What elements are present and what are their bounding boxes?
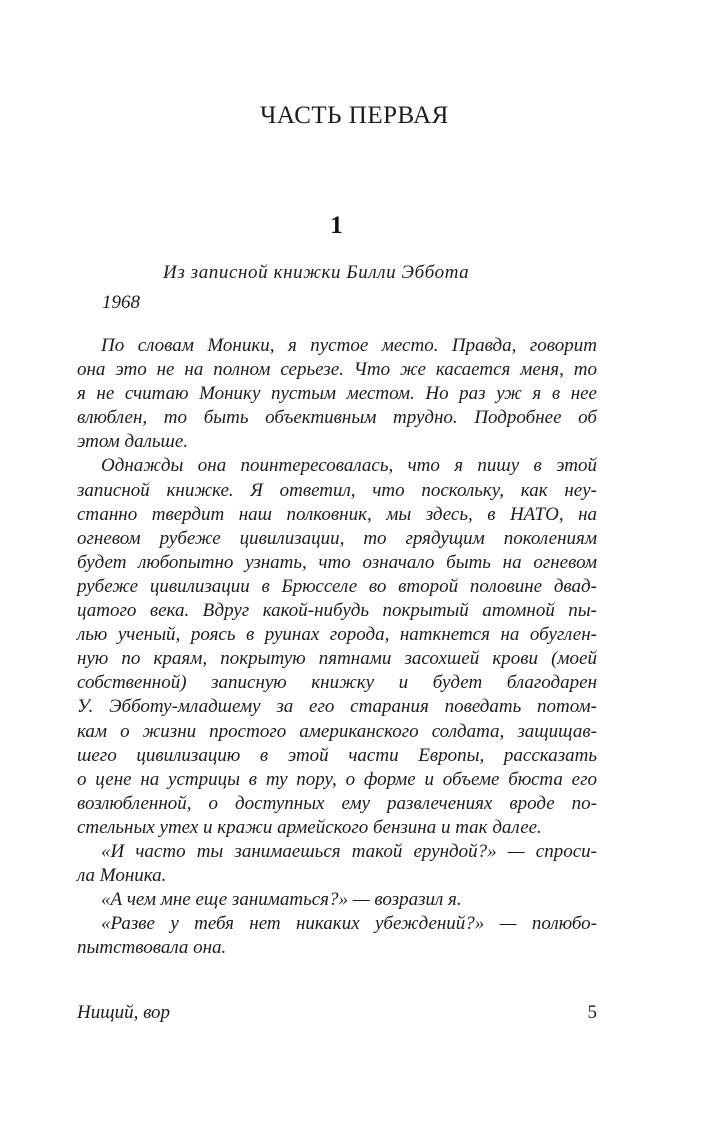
page-number: 5 [587,1002,597,1023]
running-footer-title: Нищий, вор [77,1002,171,1023]
text-line: У. Эбботу-младшему за его старания поведать потом- [77,696,597,718]
text-line: лью ученый, роясь в руинах города, наткнется на обуглен- [77,624,597,646]
text-line: возлюбленной, о доступных ему развлечениях вроде по- [77,792,597,814]
text-line: пытствовала она. [77,937,227,959]
text-line: ную по краям, покрытую пятнами засохшей крови (моей [77,648,597,670]
text-line: собственной) записную книжку и будет благодарен [77,672,597,694]
text-line: цатого века. Вдруг какой-нибудь покрытый атомной пы- [77,600,597,622]
text-line: «И часто ты занимаешься такой ерундой?» — спроси- [101,840,597,862]
text-line: стельных утех и кражи армейского бензина и так далее. [77,816,542,838]
text-line: По словам Моники, я пустое место. Правда, говорит [101,335,597,356]
text-line: «Разве у тебя нет никаких убеждений?» — полюбо- [101,913,597,935]
part-title: ЧАСТЬ ПЕРВАЯ [260,102,449,129]
text-line: записной книжке. Я ответил, что поскольку, как неу- [77,479,597,501]
text-line: Однажды она поинтересовалась, что я пишу в этой [101,455,597,477]
chapter-number: 1 [330,212,343,239]
text-line: этом дальше. [77,431,189,453]
text-line: она это не на полном серьезе. Что же касается меня, то [77,359,597,381]
text-line: «А чем мне еще заниматься?» — возразил я. [101,889,462,911]
text-line: я не считаю Монику пустым местом. Но раз уж я в нее [77,383,597,405]
text-line: влюблен, то быть объективным трудно. Подробнее об [77,407,597,429]
text-line: шего цивилизацию в этой части Европы, рассказать [77,744,597,766]
text-line: кам о жизни простого американского солдата, защищав- [77,720,597,742]
body-text [77,334,597,960]
text-line: ла Моника. [77,865,167,887]
text-line: рубеже цивилизации в Брюсселе во второй половине двад- [77,575,597,597]
epigraph-source: Из записной книжки Билли Эбботa [163,262,470,283]
text-line: о цене на устрицы в ту пору, о форме и объеме бюста его [77,768,597,790]
text-line: станно твердит наш полковник, мы здесь, в НАТО, на [77,503,597,525]
epigraph-year: 1968 [102,292,140,313]
text-line: будет любопытно узнать, что означало быть на огневом [77,551,597,573]
text-line: огневом рубеже цивилизации, то грядущим поколениям [77,527,597,549]
